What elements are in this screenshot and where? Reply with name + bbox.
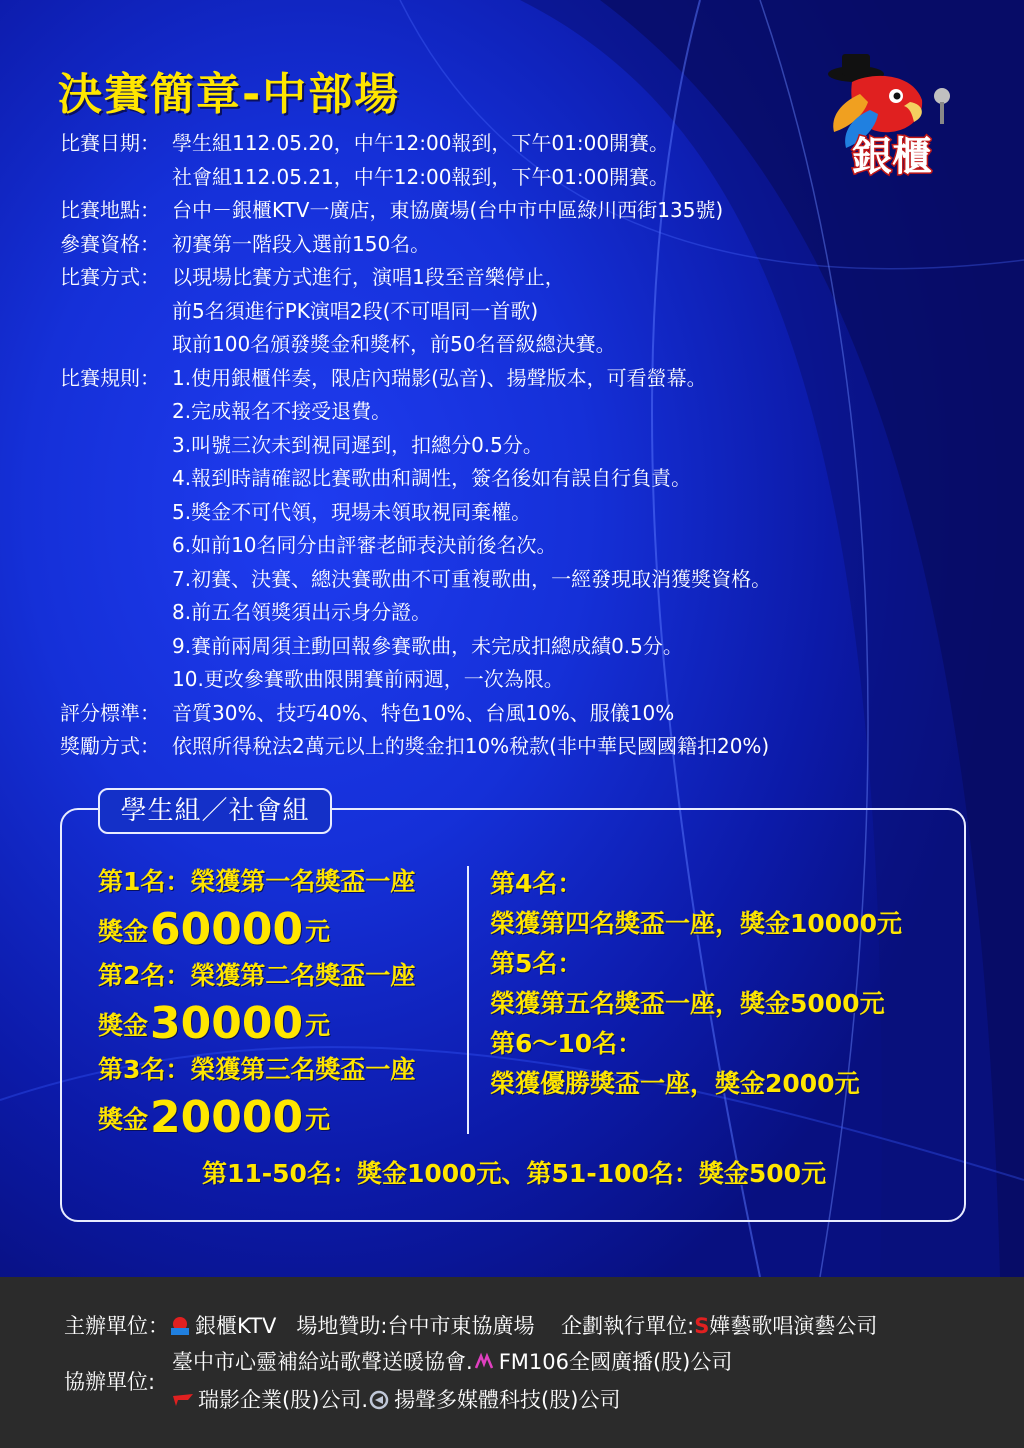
organizer-label: 主辦單位： (64, 1314, 169, 1338)
info-row-value: 音質30%、技巧40%、特色10%、台風10%、服儀10% (172, 700, 675, 725)
info-row-value: 依照所得稅法2萬元以上的獎金扣10%稅款(非中華民國國籍扣20%) (172, 734, 770, 758)
prize-group-tag: 學生組／社會組 (98, 788, 332, 834)
info-row-value: 7.初賽、決賽、總決賽歌曲不可重複歌曲，一經發現取消獲獎資格。 (172, 566, 772, 591)
info-row-value: 8.前五名領獎須出示身分證。 (172, 600, 432, 624)
planner-name: 嬅藝歌唱演藝公司 (709, 1314, 878, 1338)
info-row-value: 3.叫號三次未到視同遲到，扣總分0.5分。 (172, 432, 543, 457)
ruiying-logo-icon (172, 1390, 194, 1410)
footer-organizers-line (64, 1311, 877, 1341)
info-row-value: 4.報到時請確認比賽歌曲和調性，簽名後如有誤自行負責。 (172, 466, 692, 490)
prize-1-rank: 第1名：榮獲第一名獎盃一座 (98, 867, 416, 896)
info-row-label: 評分標準： (60, 700, 160, 725)
prize-2-prefix: 獎金 (98, 1011, 149, 1040)
prize-3-prefix: 獎金 (98, 1105, 149, 1134)
yangsheng-logo-icon (368, 1390, 390, 1410)
prize-3-suffix: 元 (305, 1105, 331, 1134)
info-row-value: 台中－銀櫃KTV一廣店，東協廣場(台中市中區綠川西街135號) (172, 198, 724, 222)
prize-right-line: 第6～10名： (490, 1029, 643, 1058)
prize-divider (467, 866, 469, 1134)
huayi-logo-icon: S (694, 1314, 710, 1338)
prize-2-suffix: 元 (305, 1011, 331, 1040)
prize-2-amount-line (98, 998, 330, 1049)
prize-3-amount: 20000 (150, 1092, 304, 1143)
info-row-label: 獎勵方式： (60, 734, 160, 758)
info-row-label: 比賽日期： (60, 131, 160, 155)
co-org-1: 臺中市心靈補給站歌聲送暖協會. (172, 1350, 473, 1374)
prize-2-amount: 30000 (150, 998, 304, 1049)
prize-bottom-line: 第11-50名：獎金1000元、第51-100名：獎金500元 (202, 1159, 827, 1188)
co-organizer-label: 協辦單位: (64, 1370, 156, 1394)
info-row-label: 比賽地點： (60, 198, 160, 222)
page-title: 決賽簡章-中部場 (58, 69, 401, 120)
prize-3-amount-line (98, 1092, 330, 1143)
prize-2-rank: 第2名：榮獲第二名獎盃一座 (98, 961, 416, 990)
info-row-value: 取前100名頒發獎金和獎杯，前50名晉級總決賽。 (172, 332, 616, 356)
info-row-value: 2.完成報名不接受退費。 (172, 399, 392, 423)
info-row-value: 前5名須進行PK演唱2段(不可唱同一首歌) (172, 298, 539, 323)
info-row-value: 社會組112.05.21，中午12:00報到，下午01:00開賽。 (172, 164, 670, 189)
prize-right-line: 榮獲第四名獎盃一座，獎金10000元 (490, 909, 902, 938)
prize-1-suffix: 元 (305, 917, 331, 946)
footer (0, 1277, 1024, 1448)
venue-label: 場地贊助: (296, 1314, 388, 1338)
organizer-name: 銀櫃KTV (195, 1314, 277, 1338)
logo-text: 銀櫃 (852, 134, 932, 180)
info-row-value: 學生組112.05.20，中午12:00報到，下午01:00開賽。 (172, 131, 670, 155)
info-row-value: 9.賽前兩周須主動回報參賽歌曲，未完成扣總成績0.5分。 (172, 633, 683, 658)
prize-1-amount-line (98, 904, 330, 955)
yingui-parrot-logo (812, 52, 972, 182)
yingui-logo-icon (169, 1316, 191, 1336)
info-row-value: 初賽第一階段入選前150名。 (172, 231, 431, 256)
prize-1-amount: 60000 (150, 904, 304, 955)
prize-1-prefix: 獎金 (98, 917, 149, 946)
co-org-4: 揚聲多媒體科技(股)公司 (394, 1388, 621, 1412)
venue-name: 台中市東協廣場 (387, 1314, 535, 1338)
planner-label: 企劃執行單位: (561, 1314, 695, 1338)
info-row-label: 參賽資格： (60, 231, 160, 256)
co-org-2: FM106全國廣播(股)公司 (498, 1350, 733, 1374)
prize-3-rank: 第3名：榮獲第三名獎盃一座 (98, 1055, 416, 1084)
co-org-3: 瑞影企業(股)公司. (198, 1388, 369, 1412)
info-row-label: 比賽規則： (60, 365, 160, 390)
prize-right-line: 第5名： (490, 949, 583, 978)
info-row-label: 比賽方式： (60, 265, 160, 289)
prize-right-line: 榮獲第五名獎盃一座，獎金5000元 (490, 989, 885, 1018)
info-row-value: 以現場比賽方式進行，演唱1段至音樂停止， (172, 265, 565, 289)
prize-right-line: 榮獲優勝獎盃一座，獎金2000元 (490, 1069, 860, 1098)
prize-right-line: 第4名： (490, 869, 583, 898)
info-row-value: 5.獎金不可代領，現場未領取視同棄權。 (172, 499, 532, 524)
fm106-logo-icon (473, 1352, 495, 1372)
co-organizer-line-1 (172, 1347, 732, 1377)
co-organizer-line-2 (172, 1385, 620, 1415)
info-row-value: 6.如前10名同分由評審老師表決前後名次。 (172, 533, 557, 557)
info-row-value: 1.使用銀櫃伴奏，限店內瑞影(弘音)、揚聲版本，可看螢幕。 (172, 365, 707, 390)
info-row-value: 10.更改參賽歌曲限開賽前兩週，一次為限。 (172, 667, 564, 691)
